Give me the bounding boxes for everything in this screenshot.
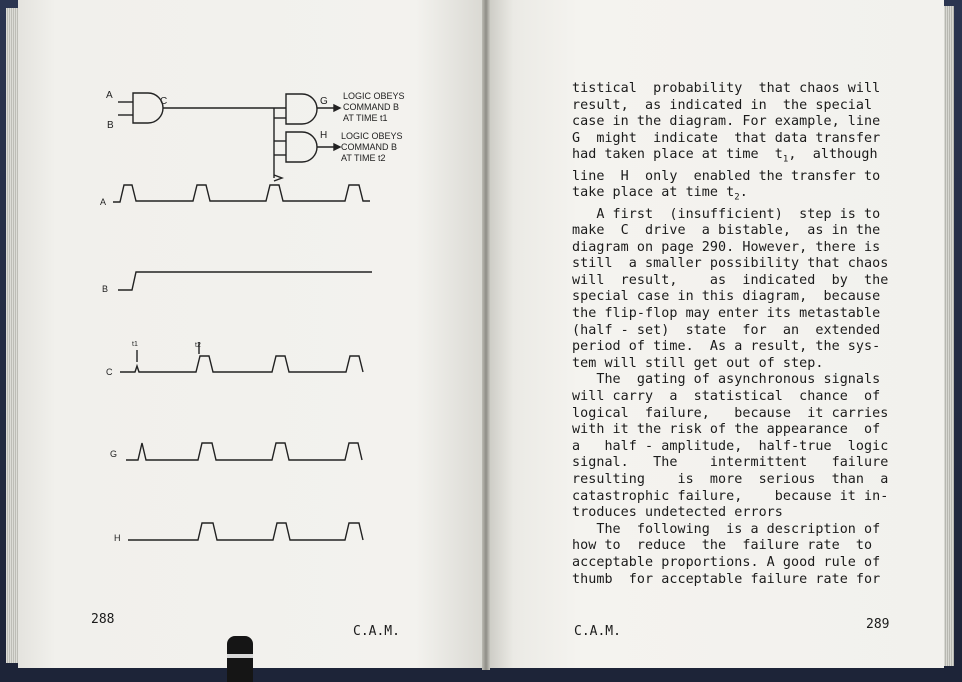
body-line: resulting is more serious than a (572, 472, 889, 487)
waveform-b-label: B (102, 284, 109, 294)
body-line: line H only enabled the transfer to (572, 168, 881, 184)
body-line: special case in this diagram, because (572, 289, 881, 305)
body-line: period of time. As a result, the sys- (572, 339, 881, 355)
waveform-c (120, 356, 363, 372)
note-h-line-2: COMMAND B (341, 142, 397, 152)
body-line: a half - amplitude, half-true logic (572, 438, 889, 454)
bookmark-ribbon (227, 636, 253, 682)
logic-timing-diagram (0, 0, 480, 600)
body-line: G might indicate that data transfer (572, 130, 881, 146)
gate-g-label: G (320, 96, 328, 107)
body-line: make C drive a bistable, as in the (572, 223, 881, 239)
body-line: catastrophic failure, because it in- (572, 488, 889, 504)
body-line: will result, as indicated by the (572, 272, 889, 288)
body-line: case in the diagram. For example, line (572, 114, 881, 130)
left-page-footer: C.A.M. (353, 624, 400, 639)
body-line: will carry a statistical chance of (572, 389, 881, 405)
body-line: take place at time $t_2$. (572, 185, 748, 203)
body-line: The following is a description of (572, 521, 881, 537)
note-g-line-1: LOGIC OBEYS (343, 91, 405, 101)
body-line: the flip-flop may enter its metastable (572, 306, 881, 322)
body-line: with it the risk of the appearance of (572, 422, 881, 438)
book-gutter (482, 0, 490, 670)
waveform-b (118, 272, 372, 290)
input-b-label: B (107, 120, 114, 131)
gate-h-label: H (320, 130, 328, 141)
time-marker-t2: t2 (195, 342, 201, 349)
body-line: result, as indicated in the special (572, 97, 873, 113)
input-a-label: A (106, 90, 113, 101)
note-g-line-3: AT TIME t1 (343, 113, 388, 123)
waveform-g (126, 443, 362, 460)
and-gate-c (133, 93, 163, 123)
and-gate-g (286, 94, 317, 124)
body-line: acceptable proportions. A good rule of (572, 554, 881, 570)
right-page-footer: C.A.M. (574, 624, 621, 639)
waveform-a-label: A (100, 197, 107, 207)
time-marker-t1: t1 (132, 341, 138, 348)
body-line: troduces undetected errors (572, 505, 783, 521)
waveform-c-label: C (106, 367, 113, 377)
right-page-body (572, 81, 902, 588)
body-line: had taken place at time $t_1$, although (572, 147, 878, 166)
and-gate-h (286, 132, 317, 162)
body-line: diagram on page 290. However, there is (572, 239, 881, 255)
left-page-number: 288 (91, 612, 115, 627)
waveform-h-label: H (114, 533, 121, 543)
waveform-g-label: G (110, 449, 118, 459)
waveform-h (128, 523, 363, 540)
note-h-line-3: AT TIME t2 (341, 153, 386, 163)
body-line: still a smaller possibility that chaos (572, 256, 889, 272)
body-line: thumb for acceptable failure rate for (572, 571, 881, 587)
body-line: The gating of asynchronous signals (572, 372, 881, 388)
body-line: how to reduce the failure rate to (572, 538, 873, 554)
note-h-line-1: LOGIC OBEYS (341, 131, 403, 141)
body-line: A first (insufficient) step is to (572, 206, 881, 222)
right-page-number: 289 (866, 617, 890, 632)
body-line: tem will still get out of step. (572, 355, 824, 371)
body-line: signal. The intermittent failure (572, 455, 889, 471)
body-line: (half - set) state for an extended (572, 322, 881, 338)
bookmark-band (227, 654, 253, 658)
gate-c-label: C (160, 96, 168, 107)
waveform-a (113, 185, 370, 202)
body-line: logical failure, because it carries (572, 405, 889, 421)
body-line: tistical probability that chaos will (572, 81, 881, 96)
note-g-line-2: COMMAND B (343, 102, 399, 112)
